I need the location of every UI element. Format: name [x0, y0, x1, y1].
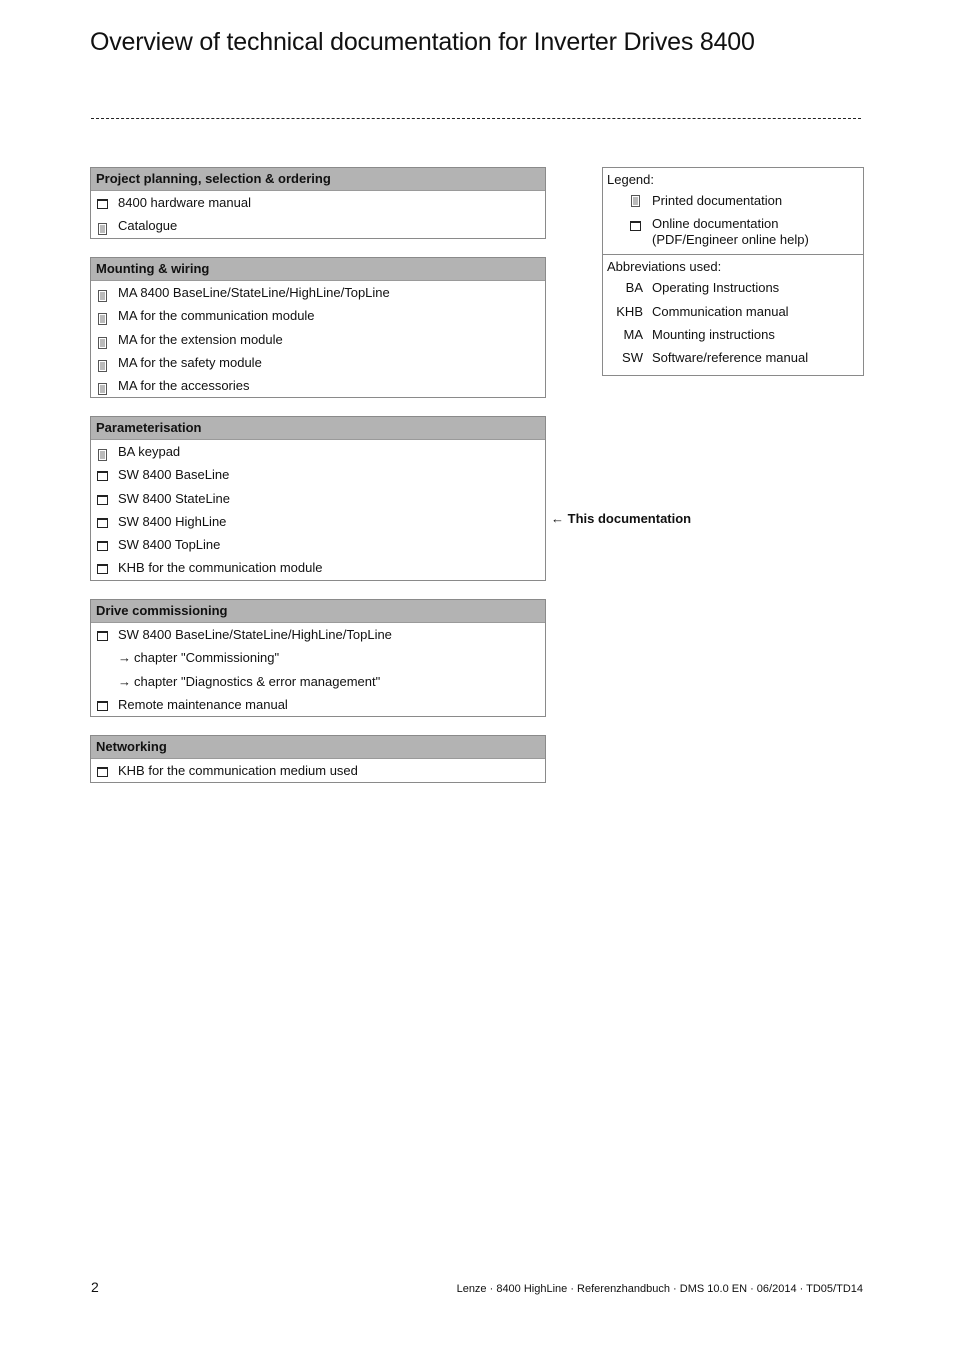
- list-item-text: KHB for the communication module: [118, 560, 323, 576]
- list-item: [91, 440, 545, 463]
- abbreviations-caption: Abbreviations used:: [607, 259, 722, 275]
- printed-doc-icon: [98, 356, 109, 367]
- section-title: Mounting & wiring: [91, 258, 545, 281]
- list-item-text: MA for the safety module: [118, 354, 262, 370]
- online-doc-icon: [97, 541, 108, 551]
- list-item: [91, 304, 545, 327]
- online-doc-icon: [97, 199, 108, 209]
- title-divider: [91, 118, 861, 119]
- arrow-right-icon: →: [118, 673, 131, 689]
- list-item-text: SW 8400 HighLine: [118, 513, 227, 529]
- list-item: [91, 214, 545, 237]
- section-mounting-wiring: [90, 257, 546, 398]
- online-doc-icon: [97, 767, 108, 777]
- list-item: [91, 623, 545, 646]
- list-item: [91, 533, 545, 556]
- printed-doc-icon: [98, 286, 109, 297]
- list-item: [91, 510, 545, 533]
- list-item-text: BA keypad: [118, 444, 181, 459]
- list-item: [91, 556, 545, 579]
- list-item-text: MA for the extension module: [118, 331, 283, 347]
- abbreviation-value: Software/reference manual: [652, 350, 809, 366]
- page-title: Overview of technical documentation for Inverter Drives 8400: [90, 28, 755, 56]
- list-item-text: chapter "Diagnostics & error management": [134, 673, 381, 689]
- printed-doc-icon: [98, 379, 109, 390]
- list-item: [91, 328, 545, 351]
- online-doc-icon: [97, 631, 108, 641]
- online-doc-icon: [630, 221, 641, 231]
- abbreviation-row: [603, 300, 863, 323]
- list-item-text: chapter "Commissioning": [134, 650, 280, 666]
- online-doc-icon: [97, 518, 108, 528]
- online-doc-icon: [97, 471, 108, 481]
- page-number: 2: [91, 1279, 99, 1295]
- list-item-text: SW 8400 BaseLine: [118, 467, 230, 483]
- arrow-left-icon: ←: [551, 511, 564, 526]
- list-item: [91, 374, 545, 397]
- printed-doc-icon: [98, 219, 109, 230]
- list-item-text: 8400 hardware manual: [118, 195, 251, 210]
- legend-printed-label: Printed documentation: [652, 193, 783, 208]
- pointer-label: This documentation: [567, 511, 692, 526]
- list-item-text: MA for the accessories: [118, 378, 250, 394]
- abbreviation-key: MA: [623, 326, 643, 342]
- abbreviation-value: Operating Instructions: [652, 280, 780, 296]
- printed-doc-icon: [98, 333, 109, 344]
- list-item-text: SW 8400 TopLine: [118, 537, 221, 553]
- list-item: [91, 191, 545, 214]
- online-doc-icon: [97, 701, 108, 711]
- list-item-text: KHB for the communication medium used: [118, 763, 358, 778]
- legend-printed: [603, 189, 863, 212]
- legend-online-label: Online documentation: [652, 216, 779, 232]
- printed-doc-icon: [98, 309, 109, 320]
- section-title: Parameterisation: [91, 417, 545, 440]
- section-networking: [90, 735, 546, 783]
- online-doc-icon: [97, 564, 108, 574]
- list-item-text: SW 8400 BaseLine/StateLine/HighLine/TopLine: [118, 627, 392, 642]
- list-item-text: MA for the communication module: [118, 308, 315, 324]
- list-item-text: SW 8400 StateLine: [118, 490, 231, 506]
- abbreviation-key: KHB: [616, 303, 643, 319]
- legend-abbreviations: [603, 254, 863, 375]
- list-item-text: Remote maintenance manual: [118, 696, 288, 712]
- abbreviation-value: Communication manual: [652, 303, 789, 319]
- list-item-text: MA 8400 BaseLine/StateLine/HighLine/TopLine: [118, 285, 390, 300]
- list-item: [91, 646, 545, 669]
- legend-online: [603, 212, 863, 248]
- legend-box: [602, 167, 864, 376]
- page-footer: Lenze · 8400 HighLine · Referenzhandbuch · DMS 10.0 EN · 06/2014 · TD05/TD14: [456, 1283, 863, 1295]
- abbreviation-key: BA: [625, 280, 643, 296]
- list-item: [91, 281, 545, 304]
- section-drive-commissioning: [90, 599, 546, 717]
- abbreviation-row: [603, 276, 863, 299]
- list-item: [91, 670, 545, 693]
- section-title: Project planning, selection & ordering: [91, 168, 545, 191]
- abbreviation-key: SW: [622, 350, 643, 366]
- section-title: Networking: [91, 736, 545, 759]
- section-parameterisation: [90, 416, 546, 581]
- list-item-text: Catalogue: [118, 218, 178, 234]
- section-project-planning: [90, 167, 546, 239]
- list-item: [91, 487, 545, 510]
- printed-doc-icon: [98, 445, 109, 456]
- abbreviation-value: Mounting instructions: [652, 326, 775, 342]
- online-doc-icon: [97, 495, 108, 505]
- list-item: [91, 759, 545, 782]
- printed-doc-icon: [631, 195, 642, 206]
- legend-caption: Legend:: [607, 172, 654, 187]
- list-item: [91, 463, 545, 486]
- legend-icons: [603, 168, 863, 254]
- abbreviation-row: [603, 323, 863, 346]
- list-item: [91, 351, 545, 374]
- arrow-right-icon: →: [118, 650, 131, 666]
- legend-online-sublabel: (PDF/Engineer online help): [652, 232, 809, 248]
- list-item: [91, 693, 545, 716]
- this-documentation-pointer: [551, 510, 691, 528]
- section-title: Drive commissioning: [91, 600, 545, 623]
- abbreviation-row: [603, 346, 863, 369]
